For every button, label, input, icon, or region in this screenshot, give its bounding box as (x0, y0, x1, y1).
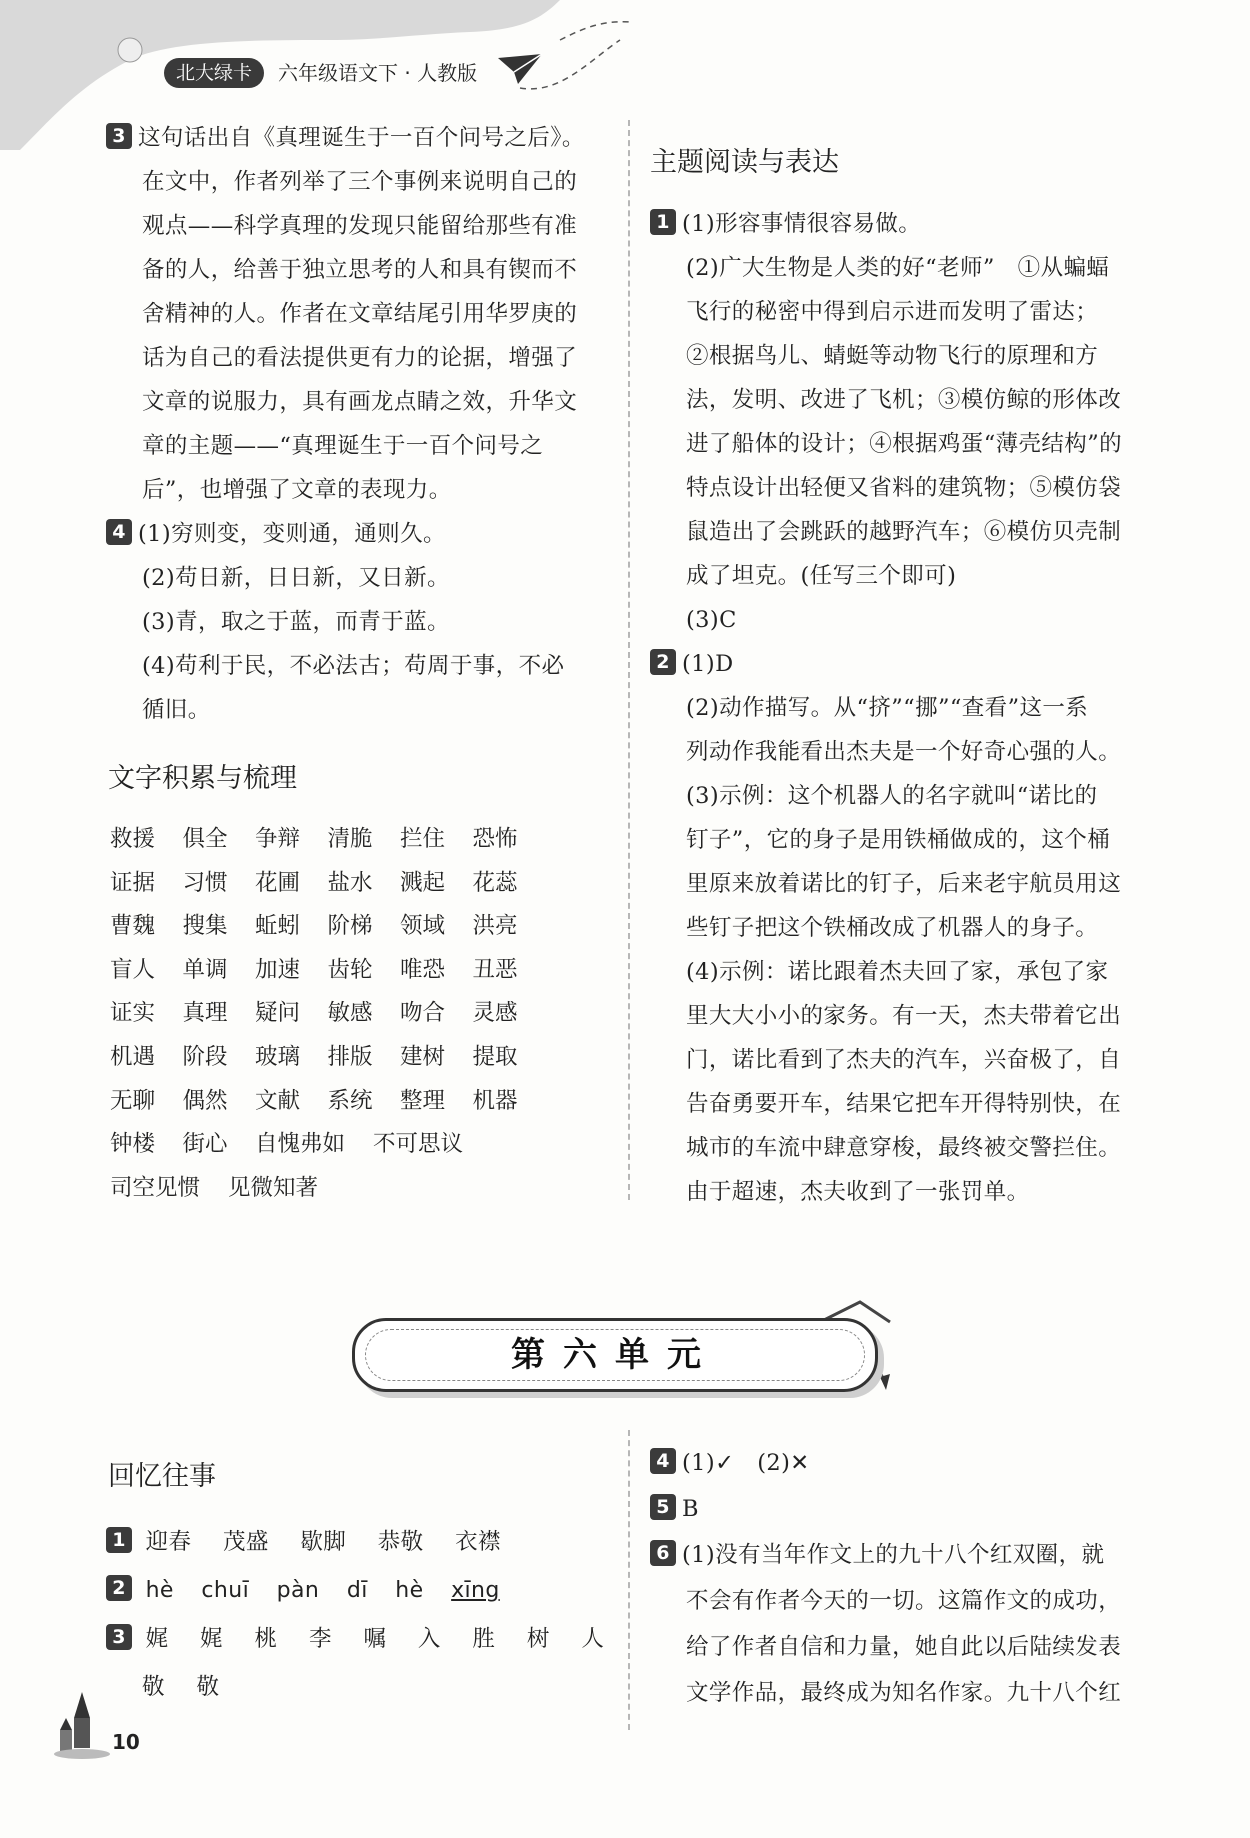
pinyin: hè (145, 1578, 174, 1603)
section-title: 回忆往事 (108, 1461, 216, 1492)
answer-line: 循旧。 (142, 697, 211, 723)
word: 单调 (182, 956, 228, 983)
answer-line: ②根据鸟儿、蜻蜓等动物飞行的原理和方 (686, 343, 1099, 369)
word: 不可思议 (373, 1131, 464, 1158)
word: 疑问 (255, 1000, 301, 1027)
answer-q3 (106, 116, 616, 732)
word-row (110, 905, 545, 949)
answer-line: (1)形容事情很容易做。 (682, 211, 922, 237)
word: 洪亮 (472, 913, 518, 940)
answer-line: 舍精神的人。作者在文章结尾引用华罗庚的 (142, 301, 578, 327)
word: 文献 (255, 1087, 301, 1114)
word: 无聊 (110, 1087, 156, 1114)
column-divider (628, 120, 630, 1200)
word: 整理 (400, 1087, 446, 1114)
word: 清脆 (327, 826, 373, 852)
word: 唯恐 (400, 956, 446, 983)
word: 排版 (327, 1043, 373, 1070)
word: 玻璃 (255, 1043, 301, 1070)
question-number: 2 (650, 649, 676, 675)
answer-line: (1)没有当年作文上的九十八个红双圈，就 (682, 1542, 1105, 1568)
word: 盐水 (327, 869, 373, 896)
answer-line: 在文中，作者列举了三个事例来说明自己的 (142, 169, 578, 195)
char: 敬 (196, 1674, 220, 1700)
char: 娓 (145, 1626, 169, 1652)
word: 证实 (110, 1000, 156, 1027)
word: 建树 (400, 1043, 446, 1070)
question-number: 3 (106, 1624, 132, 1650)
answer-line: 给了作者自信和力量，她自此以后陆续发表 (686, 1634, 1122, 1660)
char: 树 (526, 1626, 550, 1652)
answer-line: 里原来放着诺比的钉子，后来老宇航员用这 (686, 871, 1122, 897)
question-number: 5 (650, 1494, 676, 1520)
word: 机器 (472, 1087, 518, 1114)
answer-line: (3)C (686, 607, 737, 633)
answer-line: (1)✓ (2)✕ (682, 1450, 810, 1476)
char: 桃 (254, 1626, 278, 1652)
answer-line: (4)苟利于民，不必法古；苟周于事，不必 (142, 653, 565, 679)
column-divider-bottom (628, 1430, 630, 1730)
word: 盲人 (110, 956, 156, 983)
answer-line: 列动作我能看出杰夫是一个好奇心强的人。 (686, 739, 1122, 765)
word: 花圃 (255, 869, 301, 896)
word-row (110, 862, 545, 906)
question-number: 1 (650, 209, 676, 235)
pinyin: hè (395, 1578, 424, 1603)
answer-line: (2)动作描写。从“挤”“挪”“查看”这一系 (686, 695, 1089, 721)
answer-line: 鼠造出了会跳跃的越野汽车；⑥模仿贝壳制 (686, 519, 1122, 545)
word: 迎春 (145, 1529, 192, 1555)
answer-reading (650, 202, 1150, 1214)
word: 救援 (110, 826, 156, 852)
word: 恭敬 (377, 1529, 424, 1555)
word: 蚯蚓 (255, 913, 301, 940)
word-row (110, 992, 545, 1036)
word: 搜集 (182, 913, 228, 940)
word: 恐怖 (472, 826, 518, 852)
answer-line: (1)D (682, 651, 734, 677)
word: 吻合 (400, 1000, 446, 1027)
answer-memory-right (650, 1440, 1150, 1716)
word: 溅起 (400, 869, 446, 896)
word: 提取 (472, 1043, 518, 1070)
pinyin: pàn (276, 1578, 320, 1603)
word: 阶段 (182, 1043, 228, 1070)
answer-memory (106, 1518, 616, 1711)
word: 丑恶 (472, 956, 518, 983)
char: 李 (308, 1626, 332, 1652)
word: 系统 (327, 1087, 373, 1114)
unit-title: 第六单元 (511, 1335, 719, 1375)
answer-line: 城市的车流中肆意穿梭，最终被交警拦住。 (686, 1135, 1122, 1161)
answer-line: (4)示例：诺比跟着杰夫回了家，承包了家 (686, 959, 1109, 985)
question-number: 3 (106, 123, 132, 149)
answer-line: 飞行的秘密中得到启示进而发明了雷达； (686, 299, 1099, 325)
page-number: 10 (112, 1730, 140, 1754)
char: 嘱 (363, 1626, 387, 1652)
answer-line: 备的人，给善于独立思考的人和具有锲而不 (142, 257, 578, 283)
pinyin: xīng (451, 1578, 500, 1603)
castle-icon (52, 1690, 112, 1760)
char: 人 (581, 1626, 605, 1652)
answer-line: 成了坦克。(任写三个即可) (686, 563, 957, 589)
answer-line: 章的主题——“真理诞生于一百个问号之 (142, 433, 544, 459)
char: 入 (417, 1626, 441, 1652)
word: 真理 (182, 1000, 228, 1027)
char: 胜 (472, 1626, 496, 1652)
answer-line: (3)青，取之于蓝，而青于蓝。 (142, 609, 450, 635)
word: 齿轮 (327, 956, 373, 983)
pinyin: chuī (201, 1578, 250, 1603)
word: 歇脚 (300, 1529, 347, 1555)
pinyin: dī (346, 1578, 368, 1603)
question-number: 6 (650, 1540, 676, 1566)
answer-line: 告奋勇要开车，结果它把车开得特别快，在 (686, 1091, 1122, 1117)
answer-line: (2)苟日新，日日新，又日新。 (142, 565, 450, 591)
word-row (110, 1167, 545, 1211)
answer-line: 观点——科学真理的发现只能留给那些有准 (142, 213, 578, 239)
answer-line: 后”，也增强了文章的表现力。 (142, 477, 452, 503)
word: 争辩 (255, 826, 301, 852)
answer-line: 特点设计出轻便又省料的建筑物；⑤模仿袋 (686, 475, 1122, 501)
answer-line: 些钉子把这个铁桶改成了机器人的身子。 (686, 915, 1099, 941)
answer-line: 不会有作者今天的一切。这篇作文的成功， (686, 1588, 1122, 1614)
word-row (110, 1036, 545, 1080)
paper-plane-icon (496, 52, 546, 88)
word: 习惯 (182, 869, 228, 896)
word-row (110, 1080, 545, 1124)
section-title: 主题阅读与表达 (650, 147, 839, 178)
brand-badge: 北大绿卡 (164, 58, 264, 88)
word: 钟楼 (110, 1131, 156, 1158)
answer-line: 文章的说服力，具有画龙点睛之效，升华文 (142, 389, 578, 415)
answer-line: 门，诺比看到了杰夫的汽车，兴奋极了，自 (686, 1047, 1122, 1073)
word-row (110, 1123, 545, 1167)
word-grid (110, 818, 545, 1210)
section-title: 文字积累与梳理 (108, 763, 297, 794)
word: 见微知著 (228, 1174, 319, 1201)
answer-line: 文学作品，最终成为知名作家。九十八个红 (686, 1680, 1122, 1706)
answer-line: 进了船体的设计；④根据鸡蛋“薄壳结构”的 (686, 431, 1123, 457)
answer-line: 法，发明、改进了飞机；③模仿鲸的形体改 (686, 387, 1122, 413)
answer-line: 钉子”，它的身子是用铁桶做成的，这个桶 (686, 827, 1111, 853)
header-title: 六年级语文下 · 人教版 (278, 61, 478, 85)
word: 机遇 (110, 1043, 156, 1070)
word: 俱全 (182, 826, 228, 852)
word-row (110, 949, 545, 993)
word: 阶梯 (327, 913, 373, 940)
answer-line: (3)示例：这个机器人的名字就叫“诺比的 (686, 783, 1098, 809)
answer-line: 里大大小小的家务。有一天，杰夫带着它出 (686, 1003, 1122, 1029)
unit-banner (352, 1318, 878, 1392)
word: 领域 (400, 913, 446, 940)
word: 司空见惯 (110, 1174, 201, 1201)
question-number: 2 (106, 1575, 132, 1601)
answer-line: (2)广大生物是人类的好“老师” ①从蝙蝠 (686, 255, 1110, 281)
answer-line: B (682, 1496, 699, 1522)
word: 敏感 (327, 1000, 373, 1027)
answer-line: 这句话出自《真理诞生于一百个问号之后》。 (138, 125, 585, 151)
word: 衣襟 (455, 1529, 501, 1555)
word-row (110, 818, 545, 862)
word: 曹魏 (110, 913, 156, 940)
word: 加速 (255, 956, 301, 983)
word: 偶然 (182, 1087, 228, 1114)
question-number: 1 (106, 1527, 132, 1553)
word: 灵感 (472, 1000, 518, 1027)
answer-line: (1)穷则变，变则通，通则久。 (138, 521, 446, 547)
char: 娓 (200, 1626, 223, 1652)
question-number: 4 (650, 1448, 676, 1474)
question-number: 4 (106, 519, 132, 545)
word: 茂盛 (222, 1529, 269, 1555)
word: 证据 (110, 869, 156, 896)
word: 自愧弗如 (255, 1131, 346, 1158)
word: 拦住 (400, 826, 446, 852)
char: 敬 (142, 1674, 165, 1700)
word: 花蕊 (472, 869, 518, 896)
answer-line: 话为自己的看法提供更有力的论据，增强了 (142, 345, 578, 371)
word: 街心 (182, 1131, 228, 1158)
answer-line: 由于超速，杰夫收到了一张罚单。 (686, 1179, 1030, 1205)
